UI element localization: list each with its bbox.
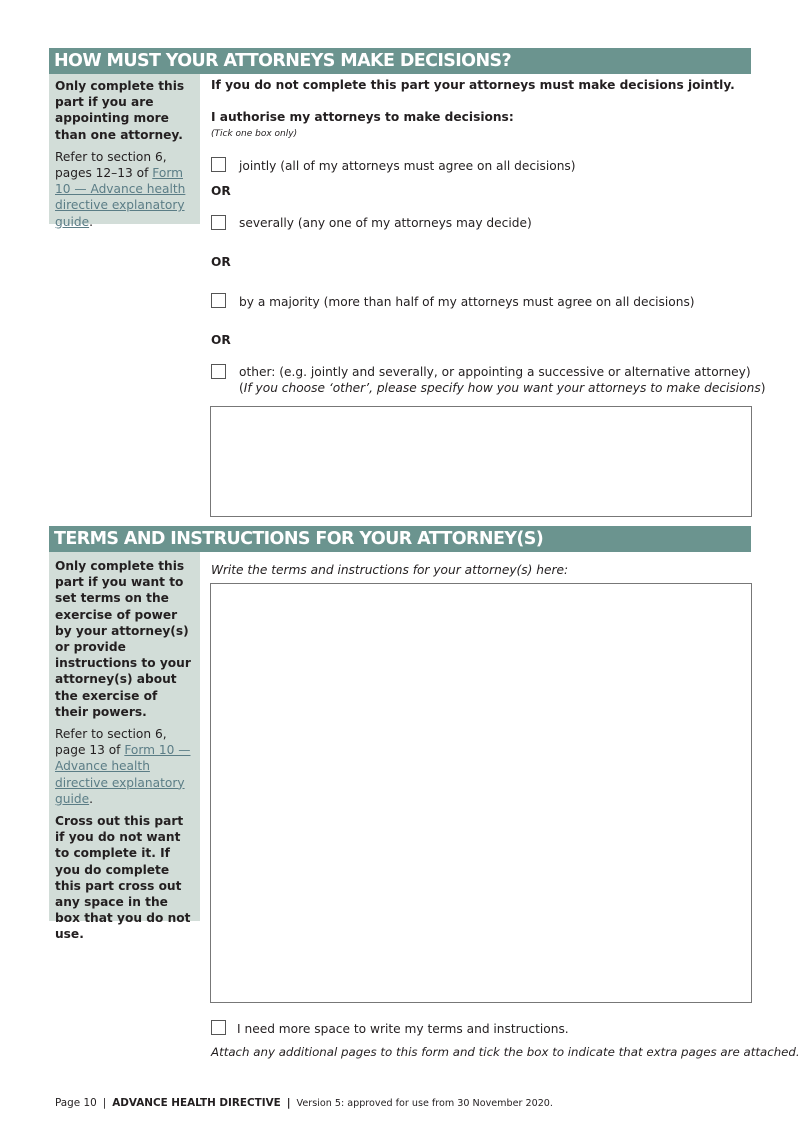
page-footer: Page 10 | ADVANCE HEALTH DIRECTIVE | Version 5: approved for use from 30 November 2020.	[55, 1097, 553, 1109]
terms-textbox[interactable]	[210, 583, 752, 1003]
section-heading-decisions: HOW MUST YOUR ATTORNEYS MAKE DECISIONS?	[49, 48, 751, 74]
majority-label: by a majority (more than half of my attorneys must agree on all decisions)	[239, 295, 695, 309]
other-checkbox[interactable]	[211, 364, 226, 379]
sidebar-reference: Refer to section 6, pages 12–13 of Form 10 — Advance health directive explanatory guide.	[55, 149, 186, 229]
sidebar-terms	[49, 552, 200, 942]
attach-note: Attach any additional pages to this form and tick the box to indicate that extra pages are attached.	[211, 1045, 800, 1059]
sidebar-decisions	[49, 74, 200, 229]
explanatory-guide-link[interactable]: Form 10 — Advance health directive explanatory guide	[55, 166, 186, 229]
terms-write-prompt: Write the terms and instructions for your attorney(s) here:	[211, 563, 569, 577]
more-space-checkbox[interactable]	[211, 1020, 226, 1035]
authorise-label: I authorise my attorneys to make decisions:	[211, 110, 514, 124]
sidebar-crossout-instruction: Cross out this part if you do not want to complete it. If you do complete this part cross out any space in the box that you do not use.	[55, 814, 191, 942]
or-label: OR	[211, 184, 231, 198]
or-label: OR	[211, 333, 231, 347]
severally-checkbox[interactable]	[211, 215, 226, 230]
other-label: other: (e.g. jointly and severally, or appointing a successive or alternative attorney)	[239, 365, 751, 379]
jointly-label: jointly (all of my attorneys must agree on all decisions)	[239, 159, 576, 173]
jointly-checkbox[interactable]	[211, 157, 226, 172]
section-heading-terms: TERMS AND INSTRUCTIONS FOR YOUR ATTORNEY(S)	[49, 526, 751, 552]
more-space-label: I need more space to write my terms and instructions.	[237, 1022, 569, 1036]
or-label: OR	[211, 255, 231, 269]
sidebar-reference: Refer to section 6, page 13 of Form 10 — Advance health directive explanatory guide.	[55, 727, 191, 806]
version-info: Version 5: approved for use from 30 November 2020.	[296, 1098, 553, 1109]
tick-note: (Tick one box only)	[211, 129, 298, 139]
sidebar-instruction: Only complete this part if you are appointing more than one attorney.	[55, 79, 185, 142]
majority-checkbox[interactable]	[211, 293, 226, 308]
document-title: ADVANCE HEALTH DIRECTIVE	[112, 1097, 281, 1109]
sidebar-instruction: Only complete this part if you want to set terms on the exercise of power by your attorney(s) or provide instructions to your attorney(s) about the exercise of their powers.	[55, 559, 191, 719]
page-number: Page 10	[55, 1097, 97, 1109]
decisions-intro: If you do not complete this part your attorneys must make decisions jointly.	[211, 78, 735, 92]
explanatory-guide-link[interactable]: Form 10 — Advance health directive explanatory guide	[55, 743, 191, 806]
severally-label: severally (any one of my attorneys may decide)	[239, 216, 532, 230]
other-specify-textbox[interactable]	[210, 406, 752, 517]
other-note: (If you choose ‘other’, please specify how you want your attorneys to make decisions)	[239, 381, 766, 395]
